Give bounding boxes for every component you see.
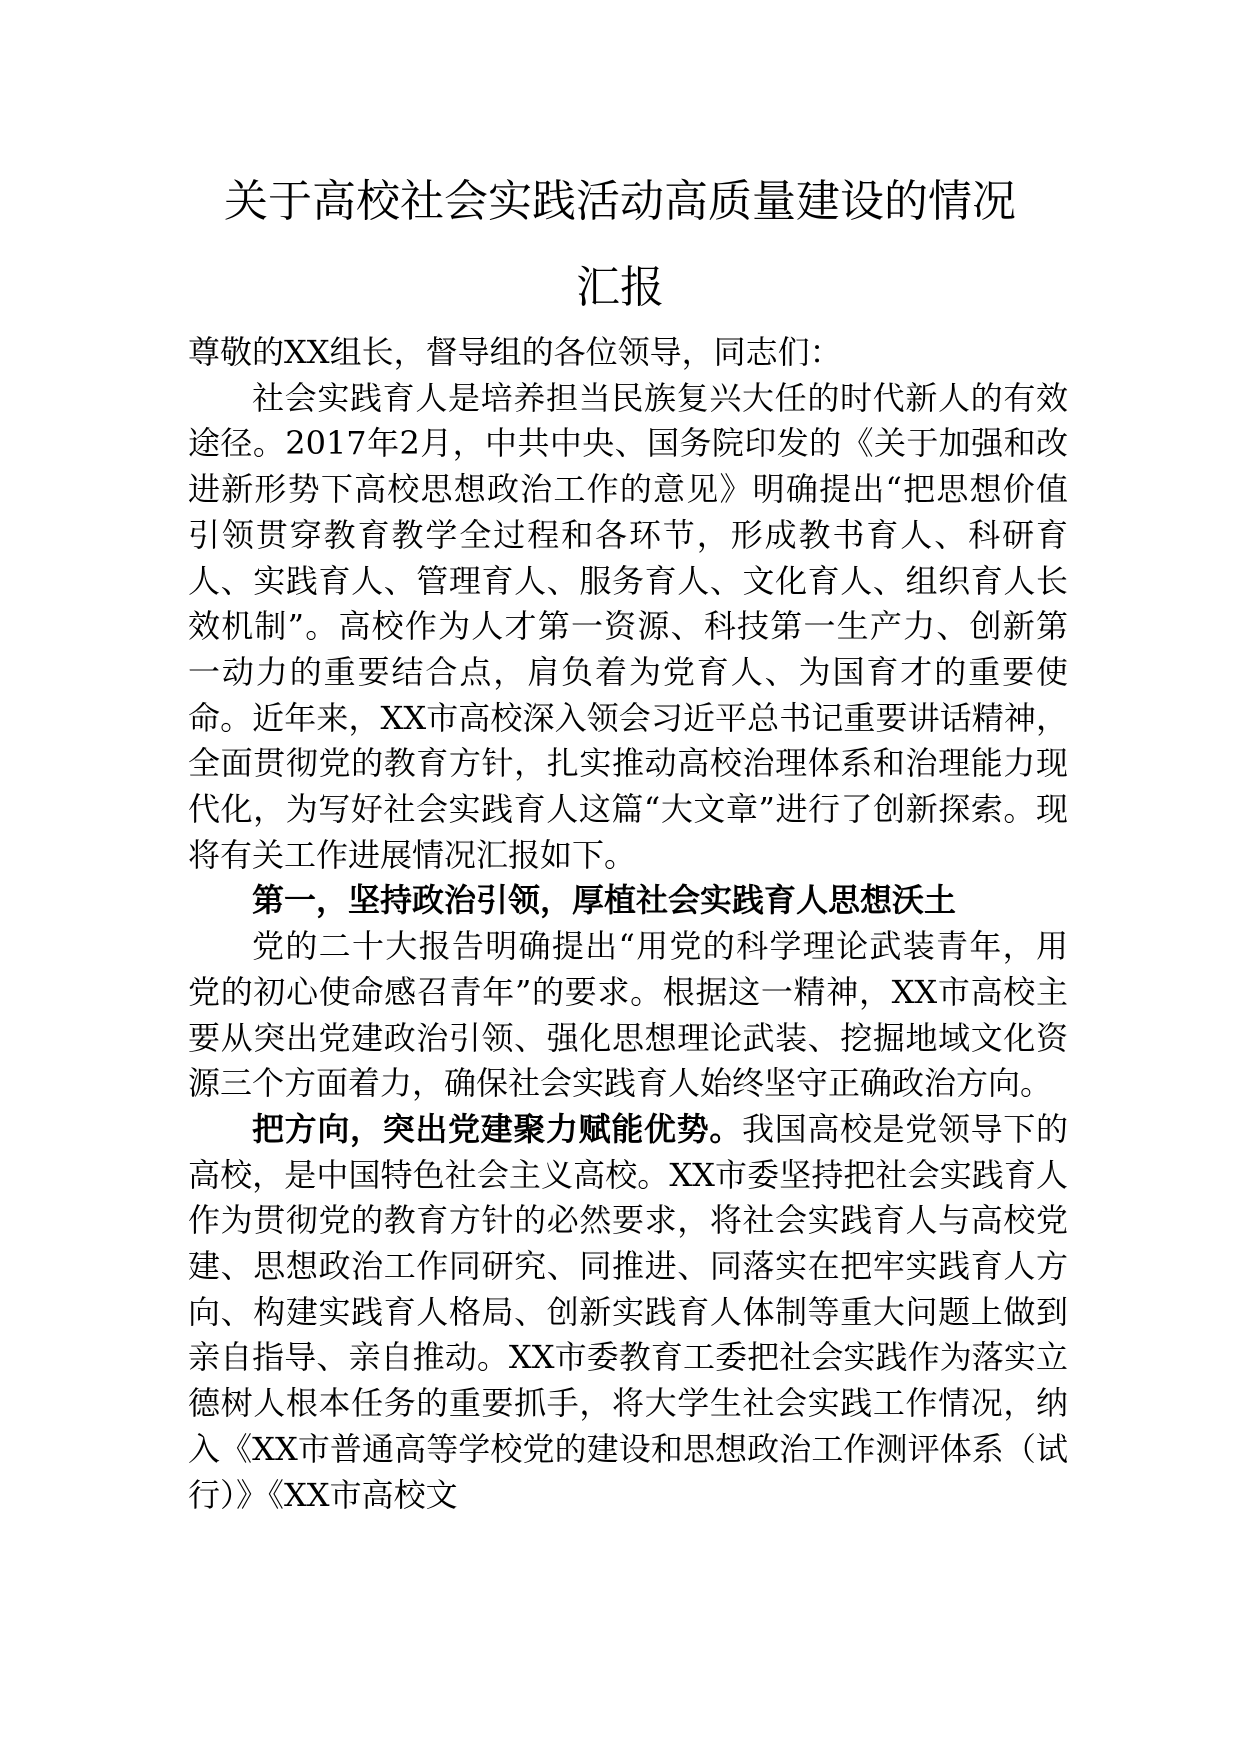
paragraph-intro: 社会实践育人是培养担当民族复兴大任的时代新人的有效途径。2017年2月，中共中央、国务院印发的《关于加强和改进新形势下高校思想政治工作的意见》明确提出“把思想价值引领贯穿教育教学全过程和各环节，形成教书育人、科研育人、实践育人、管理育人、服务育人、文化育人、组织育人长效机制”。高校作为人才第一资源、科技第一生产力、创新第一动力的重要结合点，肩负着为党育人、为国育才的重要使命。近年来，XX市高校深入领会习近平总书记重要讲话精神，全面贯彻党的教育方针，扎实推动高校治理体系和治理能力现代化，为写好社会实践育人这篇“大文章”进行了创新探索。现将有关工作进展情况汇报如下。: [188, 378, 1068, 874]
document-title-line-2: 汇报: [576, 262, 664, 313]
document-body: [188, 330, 1068, 1518]
paragraph-lead-bold: 把方向，突出党建聚力赋能优势。: [252, 1109, 742, 1148]
section-heading-1: 第一，坚持政治引领，厚植社会实践育人思想沃土: [252, 881, 957, 920]
salutation: 尊敬的XX组长，督导组的各位领导，同志们：: [188, 333, 842, 371]
document-title-line-1: 关于高校社会实践活动高质量建设的情况: [224, 176, 1016, 227]
paragraph-section-1: 党的二十大报告明确提出“用党的科学理论武装青年，用党的初心使命感召青年”的要求。根据这一精神，XX市高校主要从突出党建政治引领、强化思想理论武装、挖掘地域文化资源三个方面着力，确保社会实践育人始终坚守正确政治方向。: [188, 927, 1068, 1103]
paragraph-direction-text: 我国高校是党领导下的高校，是中国特色社会主义高校。XX市委坚持把社会实践育人作为贯彻党的教育方针的必然要求，将社会实践育人与高校党建、思想政治工作同研究、同推进、同落实在把牢实践育人方向、构建实践育人格局、创新实践育人体制等重大问题上做到亲自指导、亲自推动。XX市委教育工委把社会实践作为落实立德树人根本任务的重要抓手，将大学生社会实践工作情况，纳入《XX市普通高等学校党的建设和思想政治工作测评体系（试行）》《XX市高校文: [188, 1109, 1068, 1514]
paragraph-direction: [188, 1107, 1068, 1518]
